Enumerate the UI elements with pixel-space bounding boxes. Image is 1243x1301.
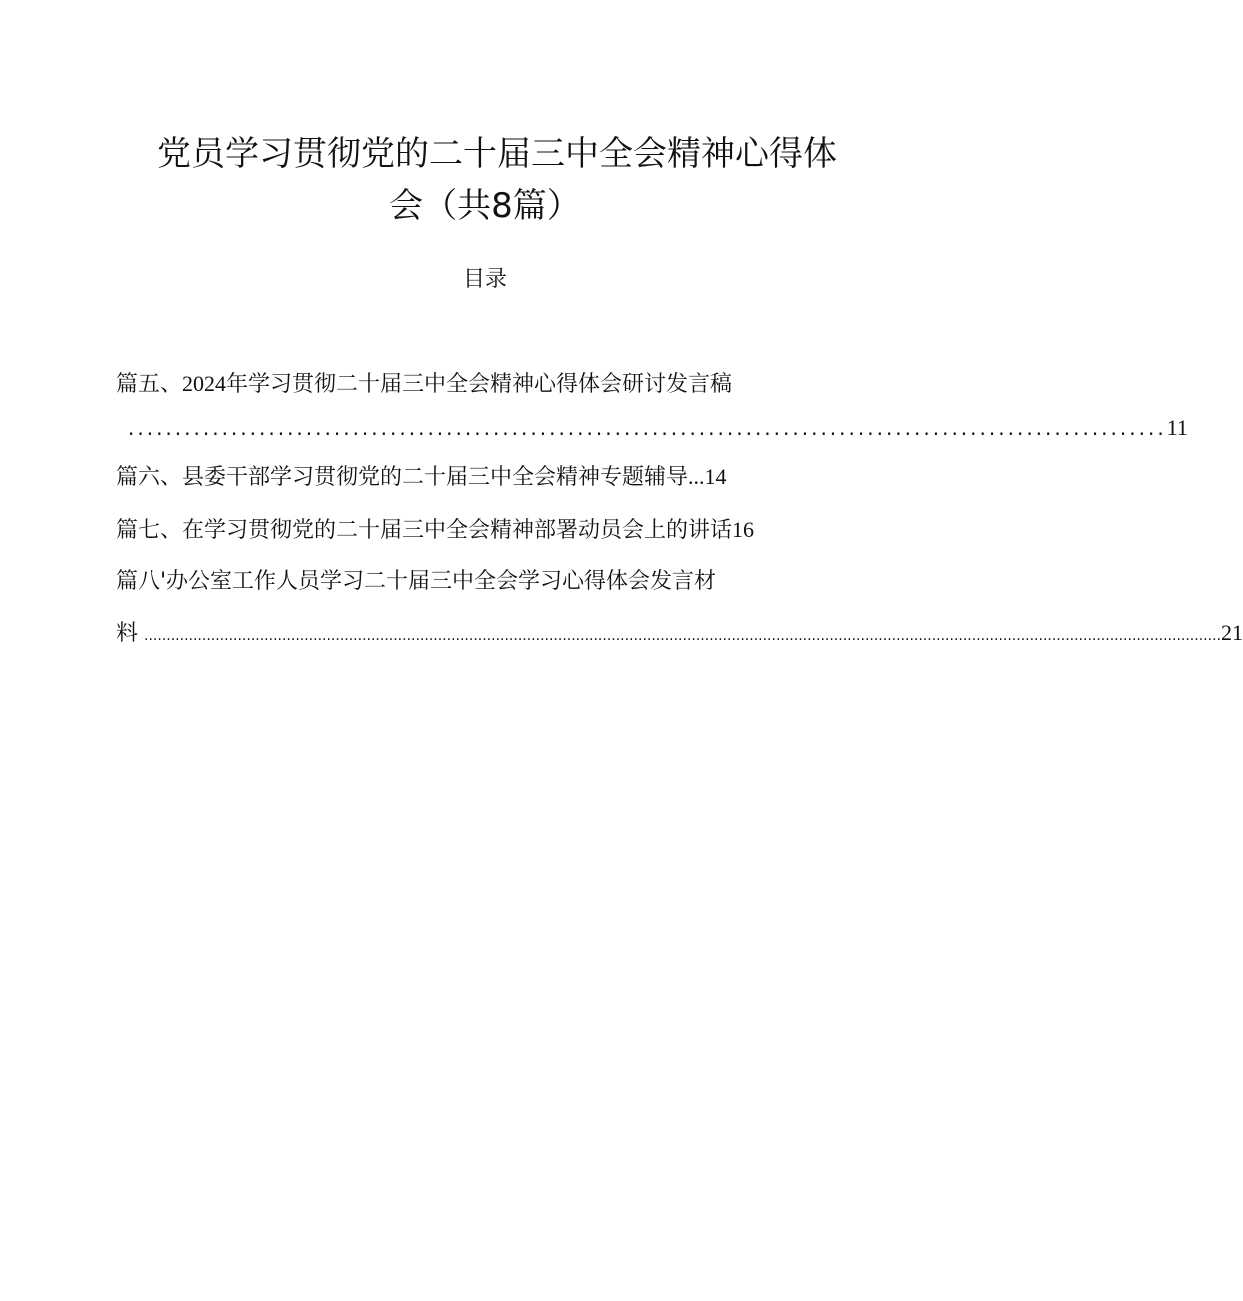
toc-entry-7[interactable] <box>116 512 754 549</box>
document-title-line-1: 党员学习贯彻党的二十届三中全会精神心得体 <box>157 134 837 174</box>
toc-entry-6-text: 篇六、县委干部学习贯彻党的二十届三中全会精神专题辅导 <box>116 465 689 490</box>
toc-entry-6[interactable] <box>116 459 727 496</box>
toc-entry-5-prefix: 篇五、 <box>116 372 183 397</box>
toc-entry-5-text: 年学习贯彻二十届三中全会精神心得体会研讨发言稿 <box>226 372 733 397</box>
toc-entry-5[interactable] <box>116 366 732 403</box>
toc-entry-8-leader: .................................................................................................................................................................................................................................................. <box>144 628 1221 644</box>
toc-entry-5-page: 11 <box>1166 415 1188 440</box>
toc-entry-5-year: 2024 <box>182 371 227 396</box>
toc-entry-5-leader: ............................................................................................................... <box>128 416 1167 440</box>
toc-entry-8[interactable] <box>116 564 716 600</box>
toc-entry-7-text: 篇七、在学习贯彻党的二十届三中全会精神部署动员会上的讲话 <box>116 518 733 543</box>
toc-entry-8-continuation: 料 <box>116 621 139 646</box>
toc-entry-8-page: 21 <box>1220 620 1243 645</box>
document-title-line-2: 会（共8篇） <box>389 186 581 226</box>
toc-entry-7-page: 16 <box>732 517 755 542</box>
toc-heading: 目录 <box>462 267 507 292</box>
toc-entry-8-leader-row[interactable] <box>116 615 1243 654</box>
toc-entry-6-leader: ... <box>688 464 705 489</box>
toc-entry-5-leader-row[interactable] <box>128 410 1188 446</box>
toc-entry-8-text: 篇八'办公室工作人员学习二十届三中全会学习心得体会发言材 <box>116 569 717 594</box>
toc-entry-6-page: 14 <box>704 464 727 489</box>
